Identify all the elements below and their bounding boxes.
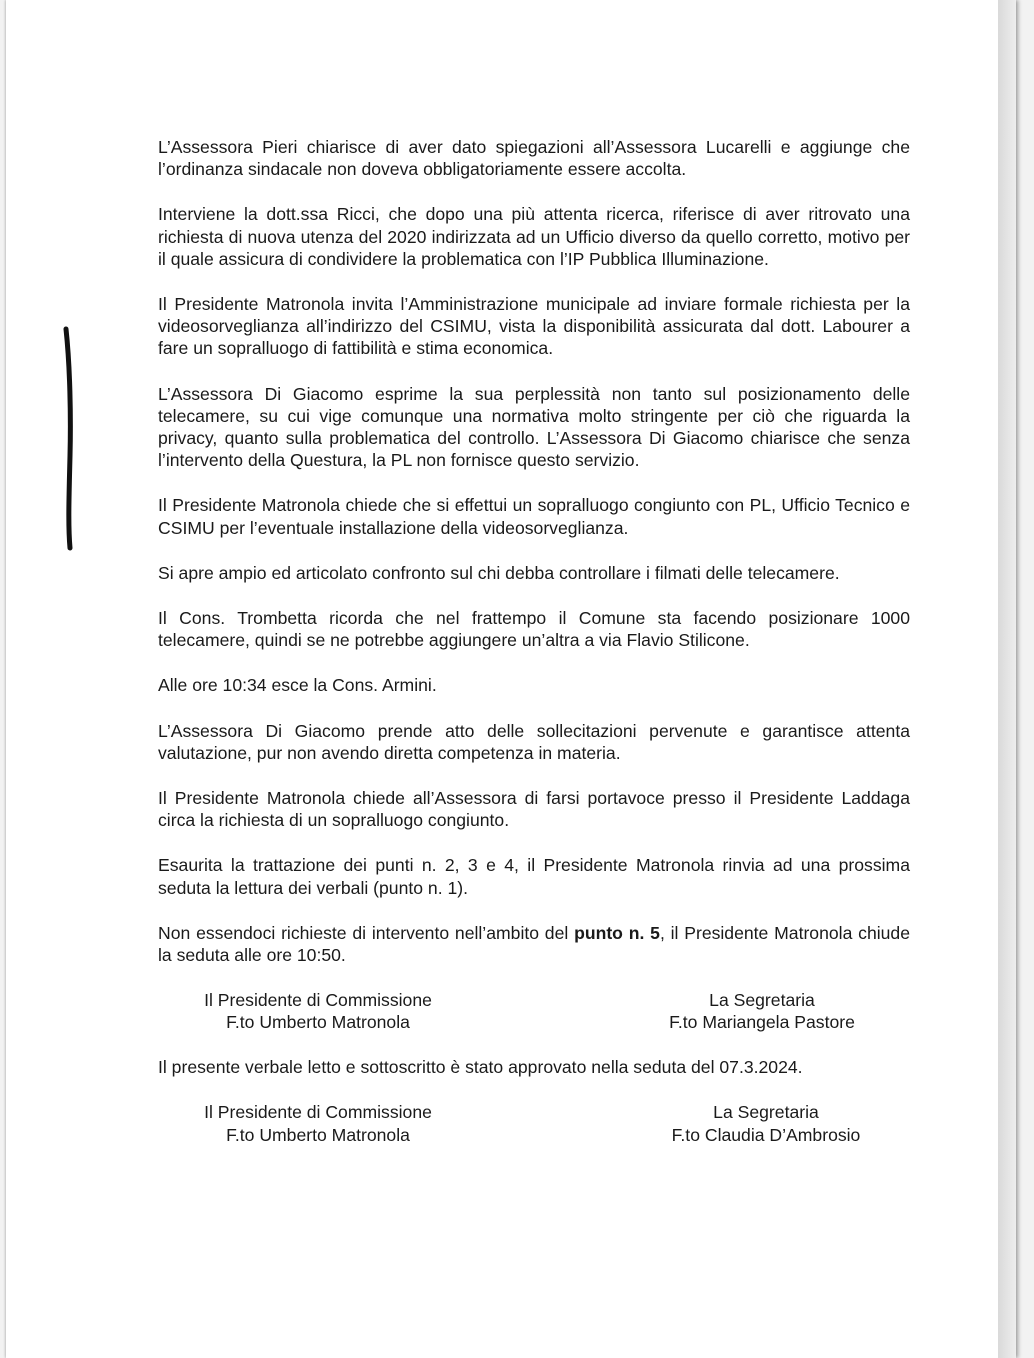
- signature-name: F.to Mariangela Pastore: [669, 1012, 855, 1033]
- paragraph-9: L’Assessora Di Giacomo prende atto delle sollecitazioni pervenute e garantisce attenta valutazione, pur non avendo diretta competenza in materia.: [158, 720, 910, 763]
- paragraph-10: Il Presidente Matronola chiede all’Assessora di farsi portavoce presso il Presidente Laddaga circa la richiesta di un sopralluogo congiunto.: [158, 788, 910, 831]
- handwritten-margin-mark: [58, 326, 78, 552]
- closing-text-after: , il Presidente Matronola chiude la seduta alle ore 10:50.: [158, 922, 910, 966]
- closing-paragraph: [158, 922, 910, 966]
- signature-block-2: [158, 1101, 910, 1145]
- document-body: [158, 136, 910, 1168]
- paragraph-7: Il Cons. Trombetta ricorda che nel frattempo il Comune sta facendo posizionare 1000 telecamere, quindi se ne potrebbe aggiungere un’altra a via Flavio Stilicone.: [158, 608, 910, 651]
- signature-president-1: [194, 989, 442, 1033]
- signature-name: F.to Umberto Matronola: [226, 1012, 410, 1033]
- paragraph-5: Il Presidente Matronola chiede che si effettui un sopralluogo congiunto con PL, Ufficio Tecnico e CSIMU per l’eventuale installazione della videosorveglianza.: [158, 495, 910, 538]
- paragraph-6: Si apre ampio ed articolato confronto sul chi debba controllare i filmati delle telecamere.: [158, 562, 840, 583]
- signature-name: F.to Umberto Matronola: [226, 1124, 410, 1145]
- signature-title: Il Presidente di Commissione: [204, 1102, 432, 1123]
- paragraph-4: L’Assessora Di Giacomo esprime la sua perplessità non tanto sul posizionamento delle telecamere, su cui vige comunque una normativa molto stringente per ciò che riguarda la privacy, quanto sulla problematica del controllo. L’Assessora Di Giacomo chiarisce che senza l’intervento della Questura, la PL non fornisce questo servizio.: [158, 383, 910, 471]
- paragraph-2: Interviene la dott.ssa Ricci, che dopo una più attenta ricerca, riferisce di aver ritrovato una richiesta di nuova utenza del 2020 indirizzata ad un Ufficio diverso da quello corretto, motivo per il quale assicura di condividere la problematica con l’IP Pubblica Illuminazione.: [158, 204, 910, 269]
- signature-title: La Segretaria: [713, 1102, 819, 1123]
- signature-title: La Segretaria: [709, 990, 815, 1011]
- signature-secretary-2: [650, 1101, 882, 1145]
- signature-block-1: [158, 989, 910, 1033]
- closing-text-before: Non essendoci richieste di intervento nell’ambito del: [158, 922, 575, 943]
- paragraph-3: Il Presidente Matronola invita l’Amministrazione municipale ad inviare formale richiesta per la videosorveglianza all’indirizzo del CSIMU, vista la disponibilità assicurata dal dott. Labourer a fare un sopralluogo di fattibilità e stima economica.: [158, 294, 910, 359]
- closing-text-bold: punto n. 5: [574, 922, 660, 943]
- signature-name: F.to Claudia D’Ambrosio: [671, 1124, 861, 1145]
- page-edge-shadow: [998, 0, 1016, 1358]
- paragraph-1: L’Assessora Pieri chiarisce di aver dato spiegazioni all’Assessora Lucarelli e aggiunge che l’ordinanza sindacale non doveva obbligatoriamente essere accolta.: [158, 137, 910, 180]
- document-page: [6, 0, 1016, 1358]
- paragraph-11: Esaurita la trattazione dei punti n. 2, 3 e 4, il Presidente Matronola rinvia ad una prossima seduta la lettura dei verbali (punto n. 1).: [158, 855, 910, 898]
- paragraph-8: Alle ore 10:34 esce la Cons. Armini.: [158, 675, 437, 696]
- signature-secretary-1: [646, 989, 878, 1033]
- signature-title: Il Presidente di Commissione: [204, 990, 432, 1011]
- approval-paragraph: Il presente verbale letto e sottoscritto è stato approvato nella seduta del 07.3.2024.: [158, 1057, 803, 1078]
- signature-president-2: [194, 1101, 442, 1145]
